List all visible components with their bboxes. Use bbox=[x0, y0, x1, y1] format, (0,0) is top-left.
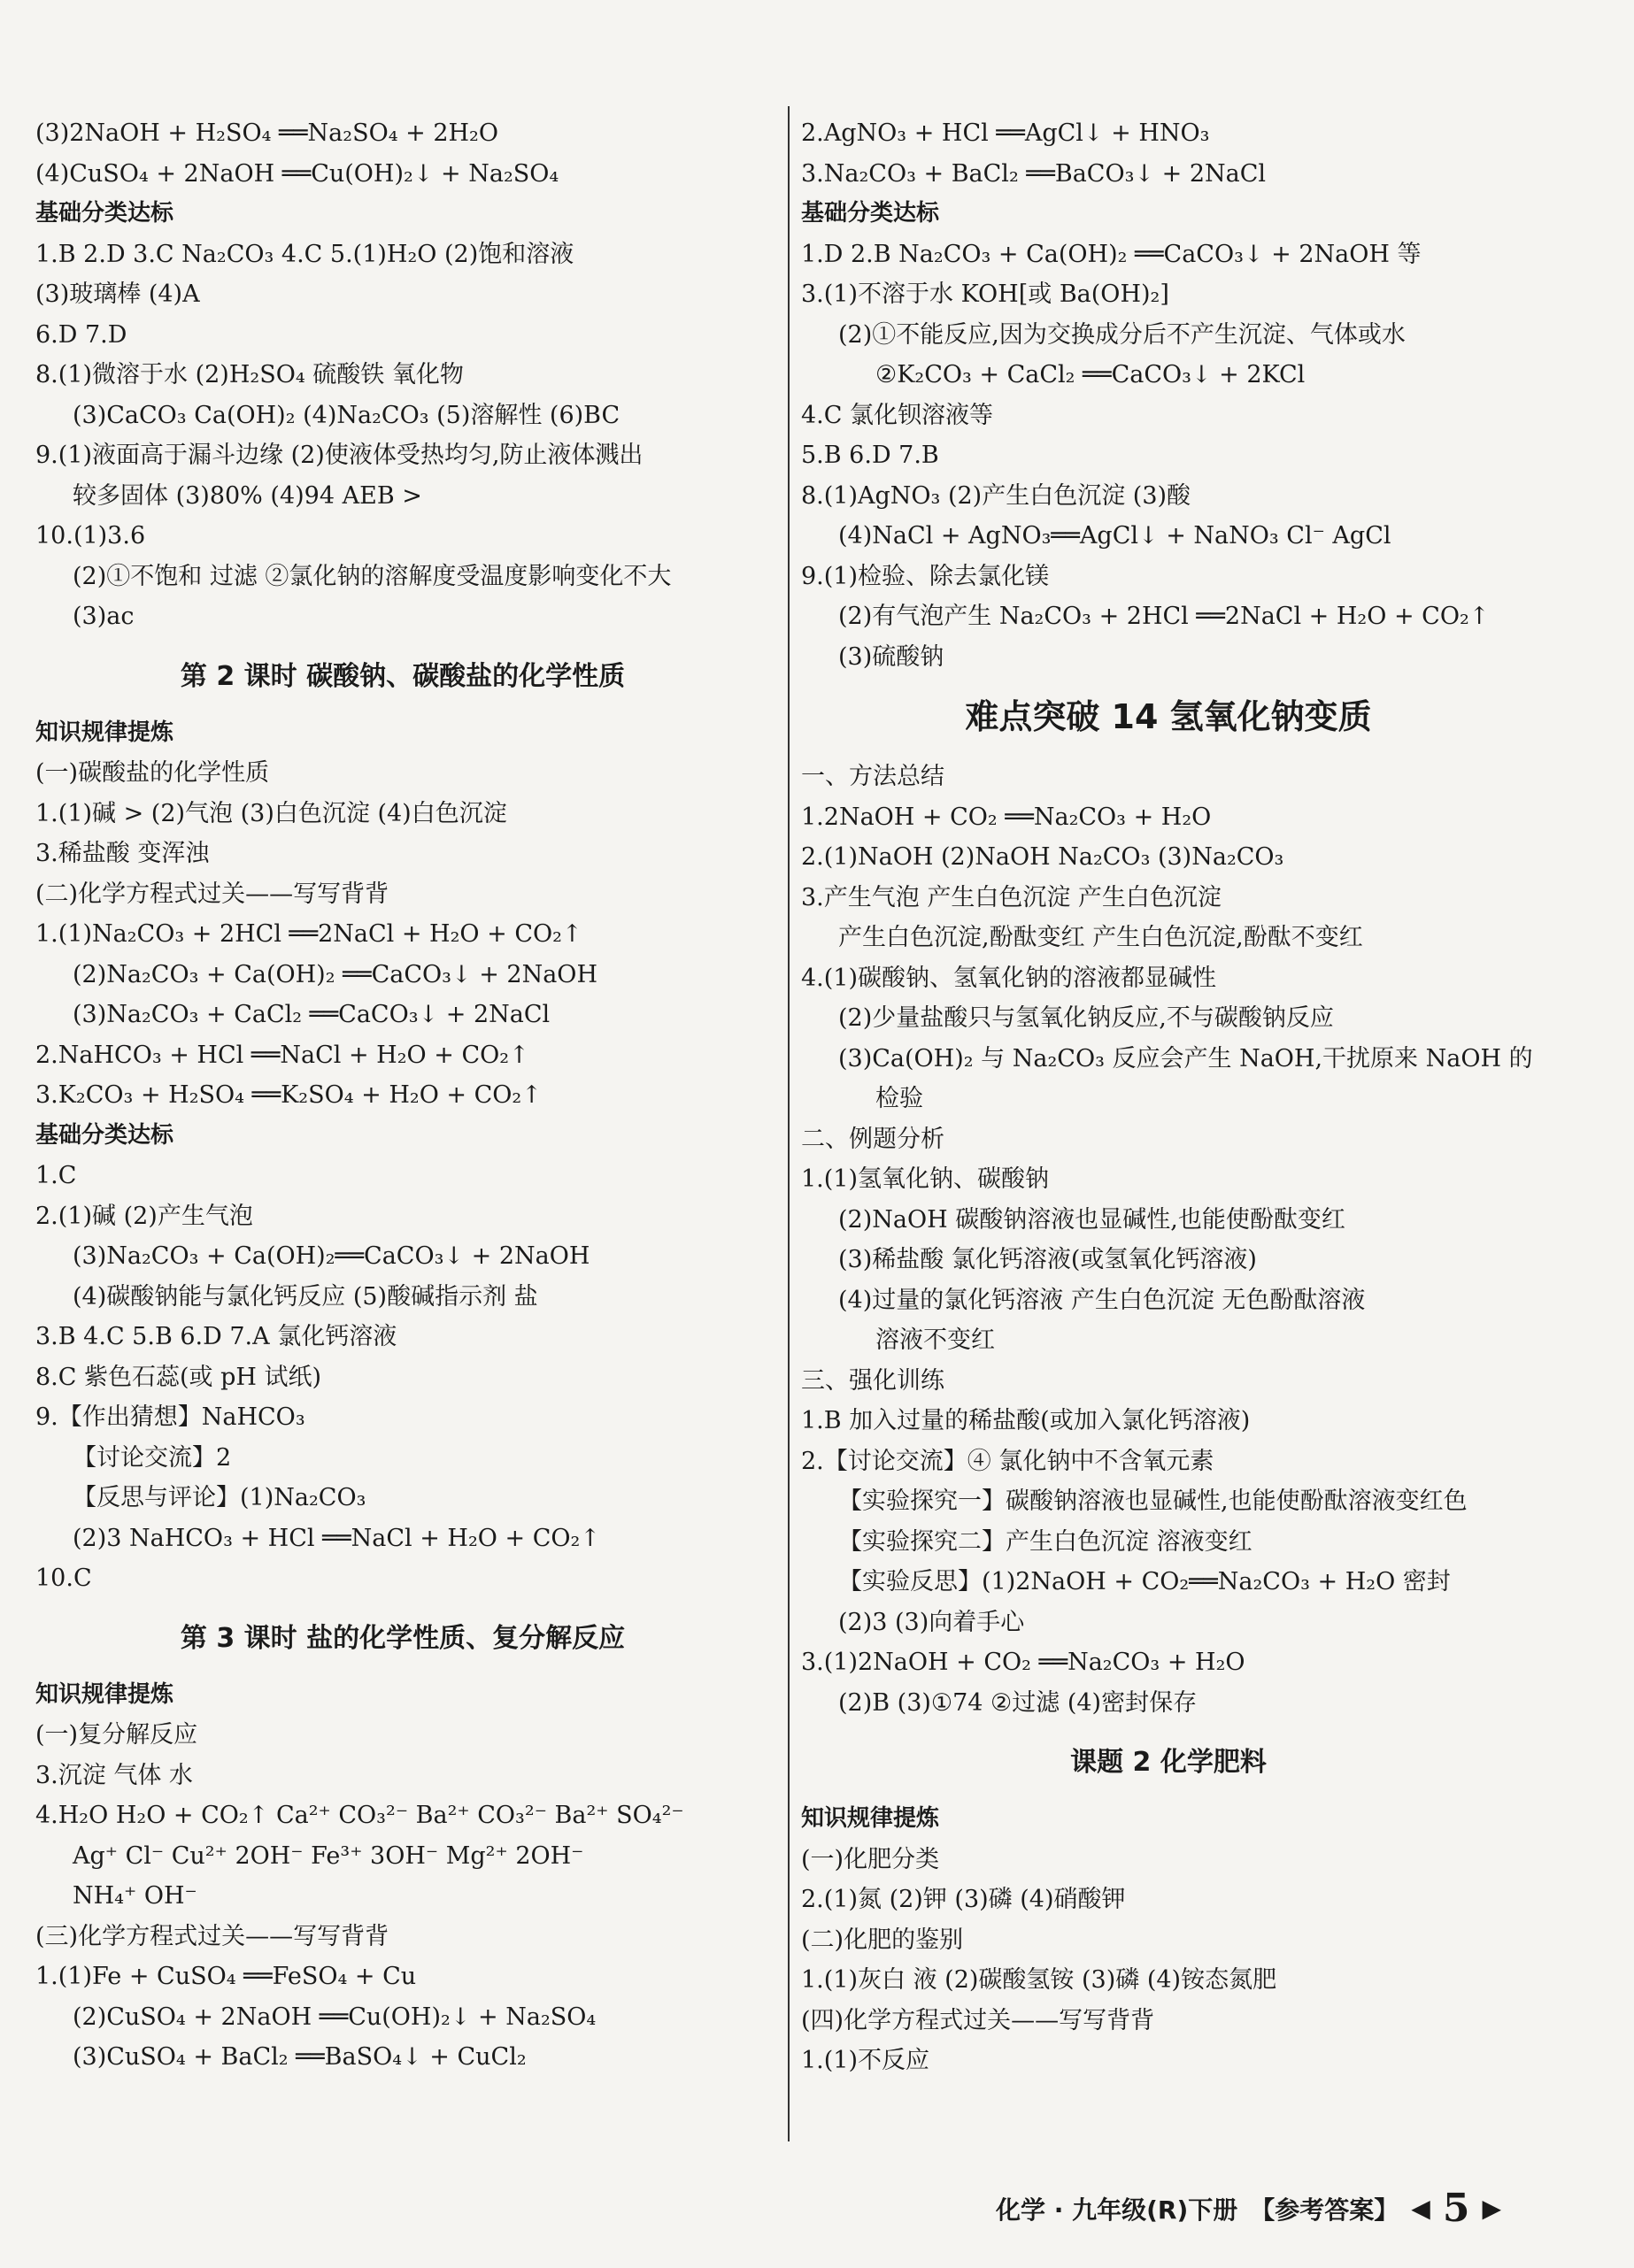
answer-line: 8.(1)微溶于水 (2)H₂SO₄ 硫酸铁 氧化物 bbox=[35, 361, 464, 388]
subsection-heading: 知识规律提炼 bbox=[35, 1680, 174, 1708]
answer-line: 5.B 6.D 7.B bbox=[801, 442, 939, 469]
answer-line: 1.(1)Fe + CuSO₄ ══FeSO₄ + Cu bbox=[35, 1963, 417, 1990]
answer-line: (三)化学方程式过关——写写背背 bbox=[35, 1922, 389, 1950]
answer-line: 3.(1)不溶于水 KOH[或 Ba(OH)₂] bbox=[801, 281, 1169, 308]
answer-line: 8.(1)AgNO₃ (2)产生白色沉淀 (3)酸 bbox=[801, 481, 1191, 510]
answer-line: 6.D 7.D bbox=[35, 320, 127, 349]
answer-line: 9.【作出猜想】NaHCO₃ bbox=[35, 1403, 305, 1431]
page-footer bbox=[996, 2186, 1501, 2231]
answer-line: 检验 bbox=[875, 1085, 923, 1112]
answer-line: 1.B 加入过量的稀盐酸(或加入氯化钙溶液) bbox=[801, 1407, 1251, 1434]
answer-line: (二)化肥的鉴别 bbox=[801, 1926, 964, 1954]
answer-line: (2)NaOH 碳酸钠溶液也显碱性,也能使酚酞变红 bbox=[838, 1205, 1345, 1234]
section-title: 难点突破 14 氢氧化钠变质 bbox=[965, 697, 1372, 736]
answer-line: (3)稀盐酸 氯化钙溶液(或氢氧化钙溶液) bbox=[838, 1246, 1257, 1273]
answer-line: (3)硫酸钠 bbox=[838, 642, 944, 671]
subsection-heading: 知识规律提炼 bbox=[35, 719, 174, 746]
answer-line: (3)Ca(OH)₂ 与 Na₂CO₃ 反应会产生 NaOH,干扰原来 NaOH 的 bbox=[838, 1044, 1533, 1072]
answer-line: 【实验反思】(1)2NaOH + CO₂══Na₂CO₃ + H₂O 密封 bbox=[838, 1568, 1451, 1595]
answer-line: (四)化学方程式过关——写写背背 bbox=[801, 2006, 1155, 2034]
answer-line: 一、方法总结 bbox=[801, 763, 944, 790]
answer-line: 产生白色沉淀,酚酞变红 产生白色沉淀,酚酞不变红 bbox=[838, 924, 1363, 951]
answer-line: (4)CuSO₄ + 2NaOH ══Cu(OH)₂↓ + Na₂SO₄ bbox=[35, 159, 559, 188]
subsection-heading: 基础分类达标 bbox=[801, 200, 940, 227]
answer-line: 2.(1)氮 (2)钾 (3)磷 (4)硝酸钾 bbox=[801, 1886, 1126, 1913]
footer-tag: 【参考答案】 bbox=[1250, 2195, 1399, 2225]
answer-line: (3)2NaOH + H₂SO₄ ══Na₂SO₄ + 2H₂O bbox=[35, 119, 499, 147]
answer-line: (2)①不饱和 过滤 ②氯化钠的溶解度受温度影响变化不大 bbox=[73, 562, 672, 590]
answer-line: (2)Na₂CO₃ + Ca(OH)₂ ══CaCO₃↓ + 2NaOH bbox=[73, 960, 597, 988]
answer-line: 3.产生气泡 产生白色沉淀 产生白色沉淀 bbox=[801, 883, 1222, 911]
answer-line: (二)化学方程式过关——写写背背 bbox=[35, 880, 389, 908]
answer-line: (2)B (3)①74 ②过滤 (4)密封保存 bbox=[838, 1688, 1198, 1717]
answer-line: (2)3 (3)向着手心 bbox=[838, 1608, 1025, 1636]
answer-line: 1.(1)不反应 bbox=[801, 2047, 930, 2074]
answer-line: (3)玻璃棒 (4)A bbox=[35, 281, 200, 308]
answer-line: 9.(1)液面高于漏斗边缘 (2)使液体受热均匀,防止液体溅出 bbox=[35, 442, 644, 469]
answer-line: (2)CuSO₄ + 2NaOH ══Cu(OH)₂↓ + Na₂SO₄ bbox=[73, 2003, 597, 2031]
subsection-heading: 基础分类达标 bbox=[35, 1121, 174, 1149]
section-heading: 第 3 课时 盐的化学性质、复分解反应 bbox=[180, 1622, 626, 1654]
answer-line: Ag⁺ Cl⁻ Cu²⁺ 2OH⁻ Fe³⁺ 3OH⁻ Mg²⁺ 2OH⁻ bbox=[73, 1841, 584, 1870]
answer-line: 1.C bbox=[35, 1162, 77, 1189]
answer-line: (2)少量盐酸只与氢氧化钠反应,不与碳酸钠反应 bbox=[838, 1004, 1334, 1032]
prev-arrow-icon: ◀ bbox=[1411, 2194, 1430, 2223]
right-column bbox=[801, 113, 1536, 2081]
answer-line: (3)CuSO₄ + BaCl₂ ══BaSO₄↓ + CuCl₂ bbox=[73, 2043, 527, 2071]
answer-line: 【反思与评论】(1)Na₂CO₃ bbox=[73, 1484, 366, 1511]
answer-line: 9.(1)检验、除去氯化镁 bbox=[801, 562, 1050, 590]
answer-line: (3)Na₂CO₃ + Ca(OH)₂══CaCO₃↓ + 2NaOH bbox=[73, 1242, 590, 1270]
answer-line: (一)化肥分类 bbox=[801, 1845, 940, 1873]
answer-line: 三、强化训练 bbox=[801, 1366, 944, 1395]
answer-line: ②K₂CO₃ + CaCl₂ ══CaCO₃↓ + 2KCl bbox=[875, 361, 1306, 388]
answer-line: (3)CaCO₃ Ca(OH)₂ (4)Na₂CO₃ (5)溶解性 (6)BC bbox=[73, 401, 620, 429]
answer-line: 二、例题分析 bbox=[801, 1125, 944, 1153]
answer-line: 3.沉淀 气体 水 bbox=[35, 1761, 193, 1789]
answer-line: (2)有气泡产生 Na₂CO₃ + 2HCl ══2NaCl + H₂O + CO₂↑ bbox=[838, 603, 1490, 630]
column-divider bbox=[788, 106, 790, 2141]
answer-line: (一)复分解反应 bbox=[35, 1721, 198, 1749]
answer-line: (4)过量的氯化钙溶液 产生白色沉淀 无色酚酞溶液 bbox=[838, 1286, 1366, 1314]
page-number: 5 bbox=[1442, 2186, 1470, 2231]
subsection-heading: 基础分类达标 bbox=[35, 200, 174, 227]
section-heading: 课题 2 化学肥料 bbox=[1070, 1747, 1267, 1778]
answer-line: 【实验探究一】碳酸钠溶液也显碱性,也能使酚酞溶液变红色 bbox=[838, 1488, 1468, 1515]
answer-line: (4)碳酸钠能与氯化钙反应 (5)酸碱指示剂 盐 bbox=[73, 1282, 538, 1311]
answer-line: 3.B 4.C 5.B 6.D 7.A 氯化钙溶液 bbox=[35, 1323, 397, 1350]
answer-line: 3.K₂CO₃ + H₂SO₄ ══K₂SO₄ + H₂O + CO₂↑ bbox=[35, 1081, 542, 1109]
answer-line: 1.(1)灰白 液 (2)碳酸氢铵 (3)磷 (4)铵态氮肥 bbox=[801, 1966, 1277, 1994]
next-arrow-icon: ▶ bbox=[1482, 2194, 1501, 2223]
answer-line: 2.(1)碱 (2)产生气泡 bbox=[35, 1202, 253, 1230]
answer-line: 【实验探究二】产生白色沉淀 溶液变红 bbox=[838, 1527, 1252, 1556]
answer-line: 3.(1)2NaOH + CO₂ ══Na₂CO₃ + H₂O bbox=[801, 1649, 1245, 1676]
answer-line: 8.C 紫色石蕊(或 pH 试纸) bbox=[35, 1363, 322, 1391]
answer-line: (4)NaCl + AgNO₃══AgCl↓ + NaNO₃ Cl⁻ AgCl bbox=[838, 522, 1391, 550]
answer-line: 【讨论交流】2 bbox=[73, 1443, 232, 1472]
answer-line: 1.2NaOH + CO₂ ══Na₂CO₃ + H₂O bbox=[801, 803, 1212, 831]
answer-line: 1.D 2.B Na₂CO₃ + Ca(OH)₂ ══CaCO₃↓ + 2NaOH 等 bbox=[801, 240, 1422, 268]
answer-line: 较多固体 (3)80% (4)94 AEB > bbox=[73, 481, 422, 510]
answer-line: 1.B 2.D 3.C Na₂CO₃ 4.C 5.(1)H₂O (2)饱和溶液 bbox=[35, 240, 574, 268]
answer-line: (2)①不能反应,因为交换成分后不产生沉淀、气体或水 bbox=[838, 320, 1406, 349]
subsection-heading: 知识规律提炼 bbox=[801, 1805, 940, 1832]
answer-line: (3)Na₂CO₃ + CaCl₂ ══CaCO₃↓ + 2NaCl bbox=[73, 1001, 551, 1028]
footer-subject: 化学 · 九年级(R)下册 bbox=[995, 2195, 1238, 2225]
answer-line: (2)3 NaHCO₃ + HCl ══NaCl + H₂O + CO₂↑ bbox=[73, 1524, 600, 1552]
section-heading: 第 2 课时 碳酸钠、碳酸盐的化学性质 bbox=[180, 660, 626, 692]
answer-line: 1.(1)Na₂CO₃ + 2HCl ══2NaCl + H₂O + CO₂↑ bbox=[35, 920, 582, 948]
left-column bbox=[35, 113, 770, 2078]
answer-line: 溶液不变红 bbox=[875, 1326, 995, 1354]
answer-line: 4.(1)碳酸钠、氢氧化钠的溶液都显碱性 bbox=[801, 964, 1217, 992]
answer-line: 10.C bbox=[35, 1565, 92, 1592]
answer-line: 4.H₂O H₂O + CO₂↑ Ca²⁺ CO₃²⁻ Ba²⁺ CO₃²⁻ Ba²⁺ SO₄²⁻ bbox=[35, 1802, 684, 1829]
answer-line: (一)碳酸盐的化学性质 bbox=[35, 759, 270, 787]
answer-line: (3)ac bbox=[73, 603, 135, 630]
answer-line: 2.【讨论交流】④ 氯化钠中不含氧元素 bbox=[801, 1447, 1214, 1475]
answer-line: 1.(1)氢氧化钠、碳酸钠 bbox=[801, 1165, 1050, 1193]
answer-line: 4.C 氯化钡溶液等 bbox=[801, 401, 994, 429]
answer-line: 2.(1)NaOH (2)NaOH Na₂CO₃ (3)Na₂CO₃ bbox=[801, 843, 1284, 871]
answer-line: 3.Na₂CO₃ + BaCl₂ ══BaCO₃↓ + 2NaCl bbox=[801, 159, 1267, 188]
answer-line: 1.(1)碱 > (2)气泡 (3)白色沉淀 (4)白色沉淀 bbox=[35, 799, 507, 827]
answer-line: NH₄⁺ OH⁻ bbox=[73, 1882, 197, 1910]
answer-line: 2.NaHCO₃ + HCl ══NaCl + H₂O + CO₂↑ bbox=[35, 1041, 529, 1069]
answer-line: 2.AgNO₃ + HCl ══AgCl↓ + HNO₃ bbox=[801, 119, 1210, 147]
answer-line: 3.稀盐酸 变浑浊 bbox=[35, 840, 210, 867]
answer-line: 10.(1)3.6 bbox=[35, 522, 146, 550]
